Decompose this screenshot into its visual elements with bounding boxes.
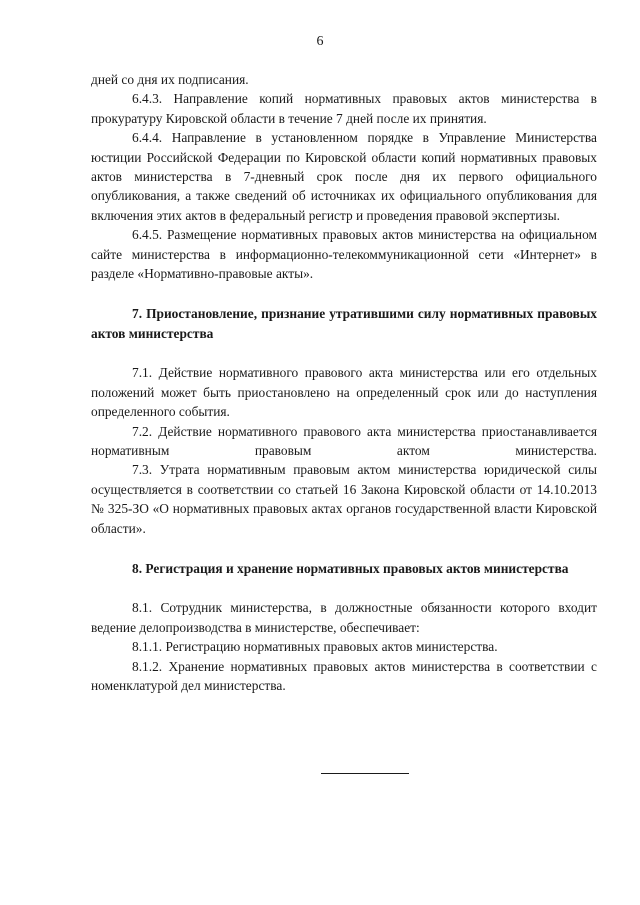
document-body [91, 70, 597, 695]
paragraph-8-1-1: 8.1.1. Регистрацию нормативных правовых актов министерства. [132, 639, 498, 655]
paragraph-8-1-2: 8.1.2. Хранение нормативных правовых актов министерства в соответствии с номенклатурой дел министерства. [91, 658, 597, 693]
page-number: 6 [316, 34, 324, 49]
paragraph-6-4-5: 6.4.5. Размещение нормативных правовых актов министерства на официальном сайте министерства в информационно-телекоммуникационной сети «Интернет» в разделе «Нормативно-правовые акты». [91, 227, 597, 282]
paragraph-6-4-3: 6.4.3. Направление копий нормативных правовых актов министерства в прокуратуру Кировской области в течение 7 дней после их принятия. [91, 91, 597, 126]
section-7-heading: 7. Приостановление, признание утратившими силу нормативных правовых актов министерства [91, 306, 597, 341]
section-8-heading: 8. Регистрация и хранение нормативных правовых актов министерства [132, 560, 569, 576]
paragraph-6-4-4: 6.4.4. Направление в установленном порядке в Управление Министерства юстиции Российской Федерации по Кировской области копий нормативных правовых актов министерства в 7-дневный срок после дня их первого официального опубликования, а также сведений об источниках их официального опубликования для включения этих актов в федеральный регистр и проведения правовой экспертизы. [91, 130, 597, 223]
paragraph-7-3: 7.3. Утрата нормативным правовым актом министерства юридической силы осуществляется в соответствии со статьей 16 Закона Кировской области от 14.10.2013 № 325-ЗО «О нормативных правовых актах органов государственной власти Кировской области». [91, 462, 597, 536]
paragraph-7-2: 7.2. Действие нормативного правового акта министерства приостанавливается нормативным правовым актом министерства. [91, 423, 597, 458]
paragraph-8-1: 8.1. Сотрудник министерства, в должностные обязанности которого входит ведение делопроизводства в министерстве, обеспечивает: [91, 600, 597, 635]
paragraph: дней со дня их подписания. [91, 72, 249, 87]
closing-rule [321, 773, 409, 774]
paragraph-7-1: 7.1. Действие нормативного правового акта министерства или его отдельных положений может быть приостановлено на определенный срок или до наступления определенного события. [91, 365, 597, 420]
